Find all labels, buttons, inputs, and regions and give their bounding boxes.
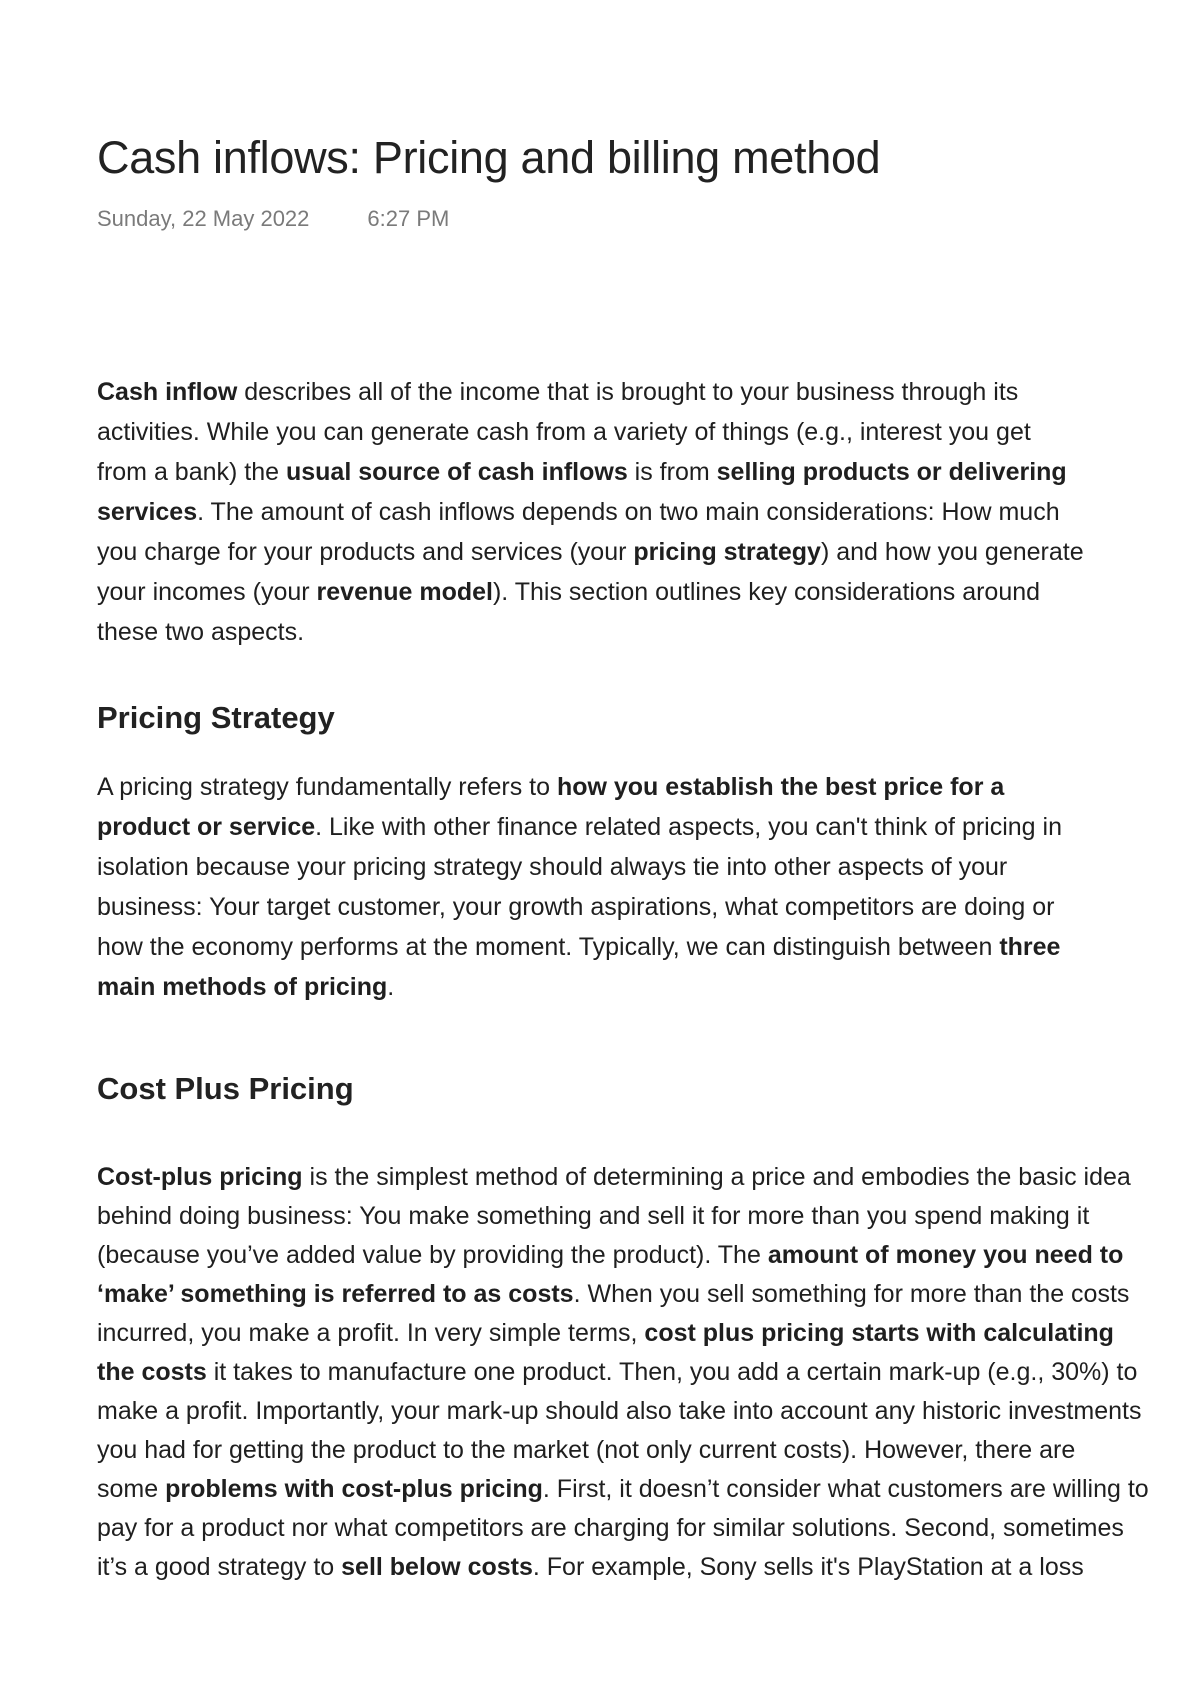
pricing-strategy-paragraph (97, 767, 1200, 1007)
bold-text-run: pricing strategy (633, 538, 821, 566)
text-line (97, 1548, 1200, 1587)
text-line (97, 612, 1200, 652)
text-run: some (97, 1475, 166, 1503)
text-run: . When you sell something for more than the costs (573, 1280, 1130, 1308)
note-date: Sunday, 22 May 2022 (97, 206, 310, 231)
bold-text-run: Cost-plus pricing (97, 1163, 303, 1191)
bold-text-run: revenue model (316, 578, 493, 606)
bold-text-run: how you establish the best price for a (556, 773, 1005, 801)
page-title: Cash inflows: Pricing and billing method (97, 132, 881, 183)
text-line (97, 572, 1200, 612)
text-run: from a bank) the (97, 458, 286, 486)
text-line (97, 1392, 1200, 1431)
text-run: is the simplest method of determining a price and embodies the basic idea (302, 1163, 1131, 1191)
text-run: isolation because your pricing strategy should always tie into other aspects of your (97, 853, 1008, 881)
text-line (97, 847, 1200, 887)
text-line (97, 1431, 1200, 1470)
bold-text-run: selling products or delivering (716, 458, 1067, 486)
text-line (97, 1158, 1200, 1197)
cost-plus-paragraph (97, 1158, 1200, 1587)
text-run: make a profit. Importantly, your mark-up should also take into account any historic investments (97, 1397, 1142, 1425)
bold-text-run: usual source of cash inflows (285, 458, 628, 486)
text-run: how the economy performs at the moment. Typically, we can distinguish between (97, 933, 1000, 961)
bold-text-run: amount of money you need to (767, 1241, 1124, 1269)
note-timestamp (97, 206, 449, 232)
text-run: ) and how you generate (820, 538, 1084, 566)
text-run: . First, it doesn’t consider what customers are willing to (542, 1475, 1149, 1503)
text-line (97, 887, 1200, 927)
text-run: it’s a good strategy to (97, 1553, 342, 1581)
bold-text-run: product or service (97, 813, 316, 841)
bold-text-run: three (999, 933, 1061, 961)
intro-paragraph (97, 372, 1200, 652)
text-run: you had for getting the product to the market (not only current costs). However, there are (97, 1436, 1076, 1464)
text-line (97, 927, 1200, 967)
text-line (97, 967, 1200, 1007)
text-run: these two aspects. (97, 618, 305, 646)
note-time: 6:27 PM (367, 206, 450, 231)
text-line (97, 492, 1200, 532)
text-run: it takes to manufacture one product. Then, you add a certain mark-up (e.g., 30%) to (206, 1358, 1138, 1386)
text-run: . Like with other finance related aspects, you can't think of pricing in (315, 813, 1062, 841)
bold-text-run: ‘make’ something is referred to as costs (97, 1280, 574, 1308)
pricing-strategy-heading: Pricing Strategy (97, 700, 335, 735)
text-line (97, 767, 1200, 807)
text-line (97, 1509, 1200, 1548)
text-run: business: Your target customer, your growth aspirations, what competitors are doing or (97, 893, 1055, 921)
text-run: A pricing strategy fundamentally refers to (97, 773, 557, 801)
text-run: . For example, Sony sells it's PlayStation at a loss (532, 1553, 1084, 1581)
text-line (97, 372, 1200, 412)
text-line (97, 1236, 1200, 1275)
text-line (97, 1353, 1200, 1392)
text-line (97, 412, 1200, 452)
text-line (97, 532, 1200, 572)
text-run: incurred, you make a profit. In very simple terms, (97, 1319, 645, 1347)
bold-text-run: sell below costs (341, 1553, 533, 1581)
bold-text-run: problems with cost-plus pricing (165, 1475, 543, 1503)
bold-text-run: cost plus pricing starts with calculating (644, 1319, 1114, 1347)
text-run: (because you’ve added value by providing the product). The (97, 1241, 768, 1269)
text-run: . The amount of cash inflows depends on two main considerations: How much (197, 498, 1060, 526)
cost-plus-heading: Cost Plus Pricing (97, 1071, 354, 1106)
text-line (97, 452, 1200, 492)
text-run: describes all of the income that is brought to your business through its (237, 378, 1019, 406)
text-run: your incomes (your (97, 578, 317, 606)
text-run: . (387, 973, 395, 1001)
text-run: you charge for your products and services (your (97, 538, 634, 566)
text-line (97, 1470, 1200, 1509)
text-line (97, 1197, 1200, 1236)
bold-text-run: services (97, 498, 198, 526)
text-run: ). This section outlines key considerations around (492, 578, 1041, 606)
text-run: activities. While you can generate cash from a variety of things (e.g., interest you get (97, 418, 1031, 446)
text-line (97, 1275, 1200, 1314)
text-run: pay for a product nor what competitors are charging for similar solutions. Second, sometimes (97, 1514, 1124, 1542)
bold-text-run: main methods of pricing (97, 973, 388, 1001)
text-run: is from (627, 458, 717, 486)
text-line (97, 807, 1200, 847)
text-line (97, 1314, 1200, 1353)
bold-text-run: Cash inflow (97, 378, 238, 406)
bold-text-run: the costs (97, 1358, 207, 1386)
text-run: behind doing business: You make something and sell it for more than you spend making it (97, 1202, 1090, 1230)
